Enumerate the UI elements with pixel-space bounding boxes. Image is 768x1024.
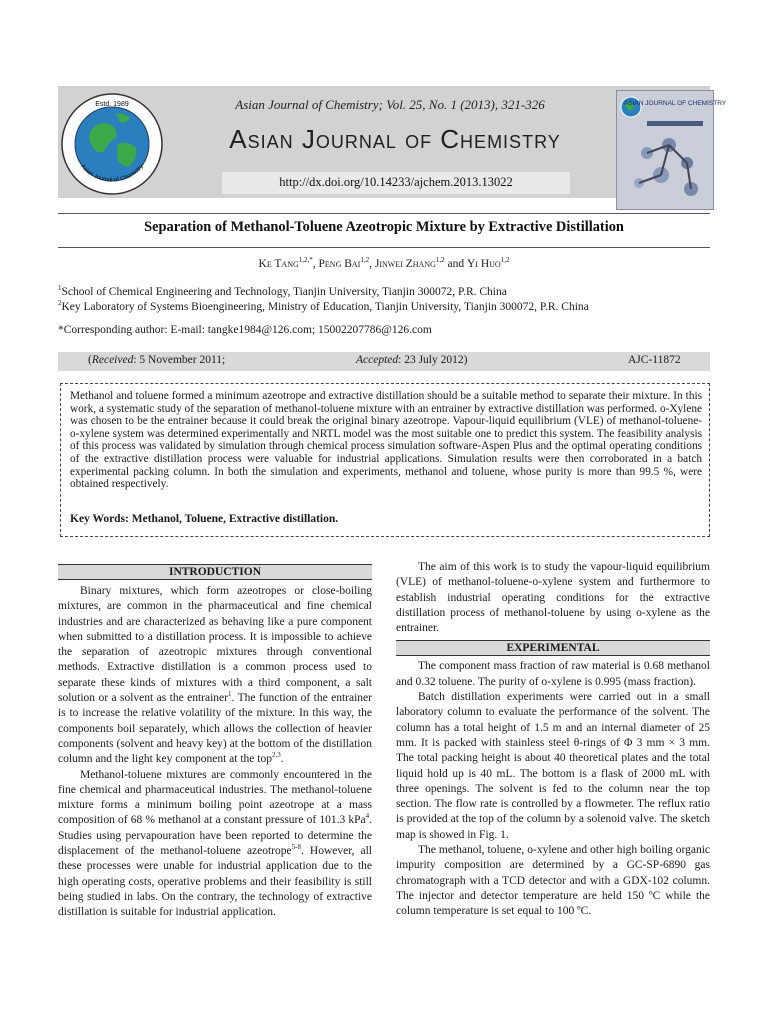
author-sup: 1,2: [435, 256, 445, 265]
author-sup: 1,2,*: [298, 256, 313, 265]
journal-citation-line: Asian Journal of Chemistry; Vol. 25, No. 1 (2013), 321-326: [235, 97, 545, 112]
journal-title: Asian Journal of Chemistry: [229, 124, 561, 154]
received-value: : 5 November 2011;: [133, 354, 226, 366]
intro-p2-text: Methanol-toluene mixtures are commonly encountered in the fine chemical and pharmaceutical industries. The methanol-toluene mixture forms a minimum boiling point azeotrope at a mass composition of 68 % methanol at a constant pressure of 101.3 kPa: [58, 768, 372, 827]
logo-ring-text: Asian Journal of Chemistry: [79, 163, 145, 184]
ref-sup: 1: [228, 690, 232, 699]
affiliation-text: Key Laboratory of Systems Bioengineering, Ministry of Education, Tianjin University, Tianjin 300072, P.R. China: [61, 301, 589, 313]
left-column-text: [58, 584, 372, 921]
intro-p1b-text: . The function of the entrainer is to increase the relative volatility of the mixture. In this way, the components boil separately, which allows the collection of heavier components (solvent and heavy key) at the bottom of the distillation column and the light key component at the top: [58, 692, 372, 766]
author-name: Yi Huo: [466, 258, 501, 270]
experimental-paragraph-3: The methanol, toluene, o-xylene and other high boiling organic impurity composition are determined by a GC-SP-6890 gas chromatograph with a TCD detector and with a GDX-102 column. The injector and detector temperature are held 150 ºC while the column temperature is set equal to 100 ºC.: [396, 844, 710, 918]
accepted-label: Accepted: [356, 354, 399, 366]
accepted-date: [356, 354, 467, 366]
ref-sup: 4: [365, 812, 370, 821]
journal-cover-thumbnail: [616, 90, 727, 210]
author-sup: 1,2: [360, 256, 370, 265]
affiliation-text: School of Chemical Engineering and Technology, Tianjin University, Tianjin 300072, P.R. China: [61, 286, 507, 298]
cover-title: ASIAN JOURNAL OF CHEMISTRY: [623, 100, 727, 107]
section-heading-experimental: EXPERIMENTAL: [396, 640, 710, 656]
logo-estd-text: Estd. 1989: [95, 101, 129, 108]
author-sep: ,: [312, 258, 319, 270]
intro-paragraph-2: [58, 768, 372, 921]
cover-image: [617, 91, 727, 209]
intro-p1c-text: .: [280, 753, 284, 766]
affiliation-2: [58, 301, 589, 313]
author-list: [58, 258, 710, 270]
received-date: (Received: 5 November 2011;: [88, 354, 226, 366]
intro-paragraph-1: [58, 584, 372, 768]
right-column-text: [396, 560, 710, 920]
affiliation-sup: 2: [58, 299, 62, 308]
received-label: Received: [91, 354, 134, 366]
doi-link[interactable]: http://dx.doi.org/10.14233/ajchem.2013.13022: [279, 175, 513, 189]
ajc-number: AJC-11872: [628, 354, 681, 366]
keywords: Key Words: Methanol, Toluene, Extractive distillation.: [70, 513, 339, 525]
author-and: and: [444, 258, 467, 270]
author-sep: ,: [369, 258, 375, 270]
article-title: Separation of Methanol-Toluene Azeotropic Mixture by Extractive Distillation: [144, 219, 624, 235]
received-accepted-band: [58, 352, 710, 371]
author-name: Ke Tang: [258, 258, 299, 270]
author-name: Jinwei Zhang: [374, 258, 436, 270]
corresponding-author: *Corresponding author: E-mail: tangke1984@126.com; 15002207786@126.com: [58, 324, 432, 336]
accepted-value: : 23 July 2012): [398, 354, 468, 366]
title-rule-bottom: [58, 247, 710, 248]
abstract-paragraph: Methanol and toluene formed a minimum azeotrope and extractive distillation should be a suitable method to separate their mixture. In this work, a systematic study of the separation of methanol-toluene mixture with an entrainer by extractive distillation was performed. o-Xylene was chosen to be the entrainer because it could break the original binary azeotrope. Vapour-liquid equilibrium (VLE) of methanol-toluene-o-xylene system was determined experimentally and NRTL model was the most suitable one to predict this system. The feasibility analysis of this process was validated by simulation through chemical process simulation software-Aspen Plus and the optimal operating conditions of the extractive distillation process were valuable for industrial applications. Simulation results were then corroborated in a batch experimental packing column. In both the simulation and experiments, methanol and toluene, whose purity is more than 99.5 %, were obtained respectively.: [70, 390, 702, 491]
intro-p1-text: Binary mixtures, which form azeotropes or close-boiling mixtures, are common in the pharmaceutical and fine chemical industries and are characterized as behaving like a pure component when submitted to a distillation process. It is impossible to achieve the separation of azeotropic mixtures through conventional methods. Extractive distillation is a common process used to separate these kinds of mixtures with a third component, a salt solution or a solvent as the entrainer: [58, 585, 372, 705]
affiliation-sup: 1: [58, 284, 62, 293]
experimental-paragraph-1: The component mass fraction of raw material is 0.68 methanol and 0.32 toluene. The purity of o-xylene is 0.995 (mass fraction).: [396, 660, 710, 688]
intro-p2b-text: . Studies using pervapouration have been reported to determine the displacement of the methanol-toluene azeotrope: [58, 814, 372, 858]
affiliation-1: [58, 286, 507, 298]
section-heading-introduction: INTRODUCTION: [58, 564, 372, 580]
ref-sup: 2,3: [271, 751, 281, 760]
author-sup: 1,2: [500, 256, 510, 265]
title-rule-top: [58, 213, 710, 214]
aim-paragraph: The aim of this work is to study the vapour-liquid equilibrium (VLE) of methanol-toluene-o-xylene system and furthermore to establish industrial operating conditions for the extractive distillation process of methanol-toluene by using o-xylene as the entrainer.: [396, 561, 710, 635]
ref-sup: 5-8: [291, 843, 301, 852]
author-name: Peng Bai: [318, 258, 361, 270]
abstract-text: [70, 390, 702, 491]
experimental-paragraph-2: Batch distillation experiments were carried out in a small laboratory column to evaluate the performance of the solvent. The column has a total height of 1.5 m and an internal diameter of 25 mm. It is packed with stainless steel θ-rings of Φ 3 mm × 3 mm. The total packing height is about 40 theoretical plates and the total liquid hold up is 40 mL. The bottom is a flask of 2000 mL with three openings. The solvent is fed to the column near the top section. The flow rate is controlled by a flowmeter. The reflux ratio is provided at the top of the column by a solenoid valve. The sketch map is showed in Fig. 1.: [396, 691, 710, 841]
intro-p2c-text: . However, all these processes were unable for industrial application due to the high operating costs, operative problems and their feasibility is still being studied in labs. On the contrary, the technology of extractive distillation is suitable for industrial application.: [58, 845, 372, 919]
journal-logo-globe: [60, 92, 164, 196]
